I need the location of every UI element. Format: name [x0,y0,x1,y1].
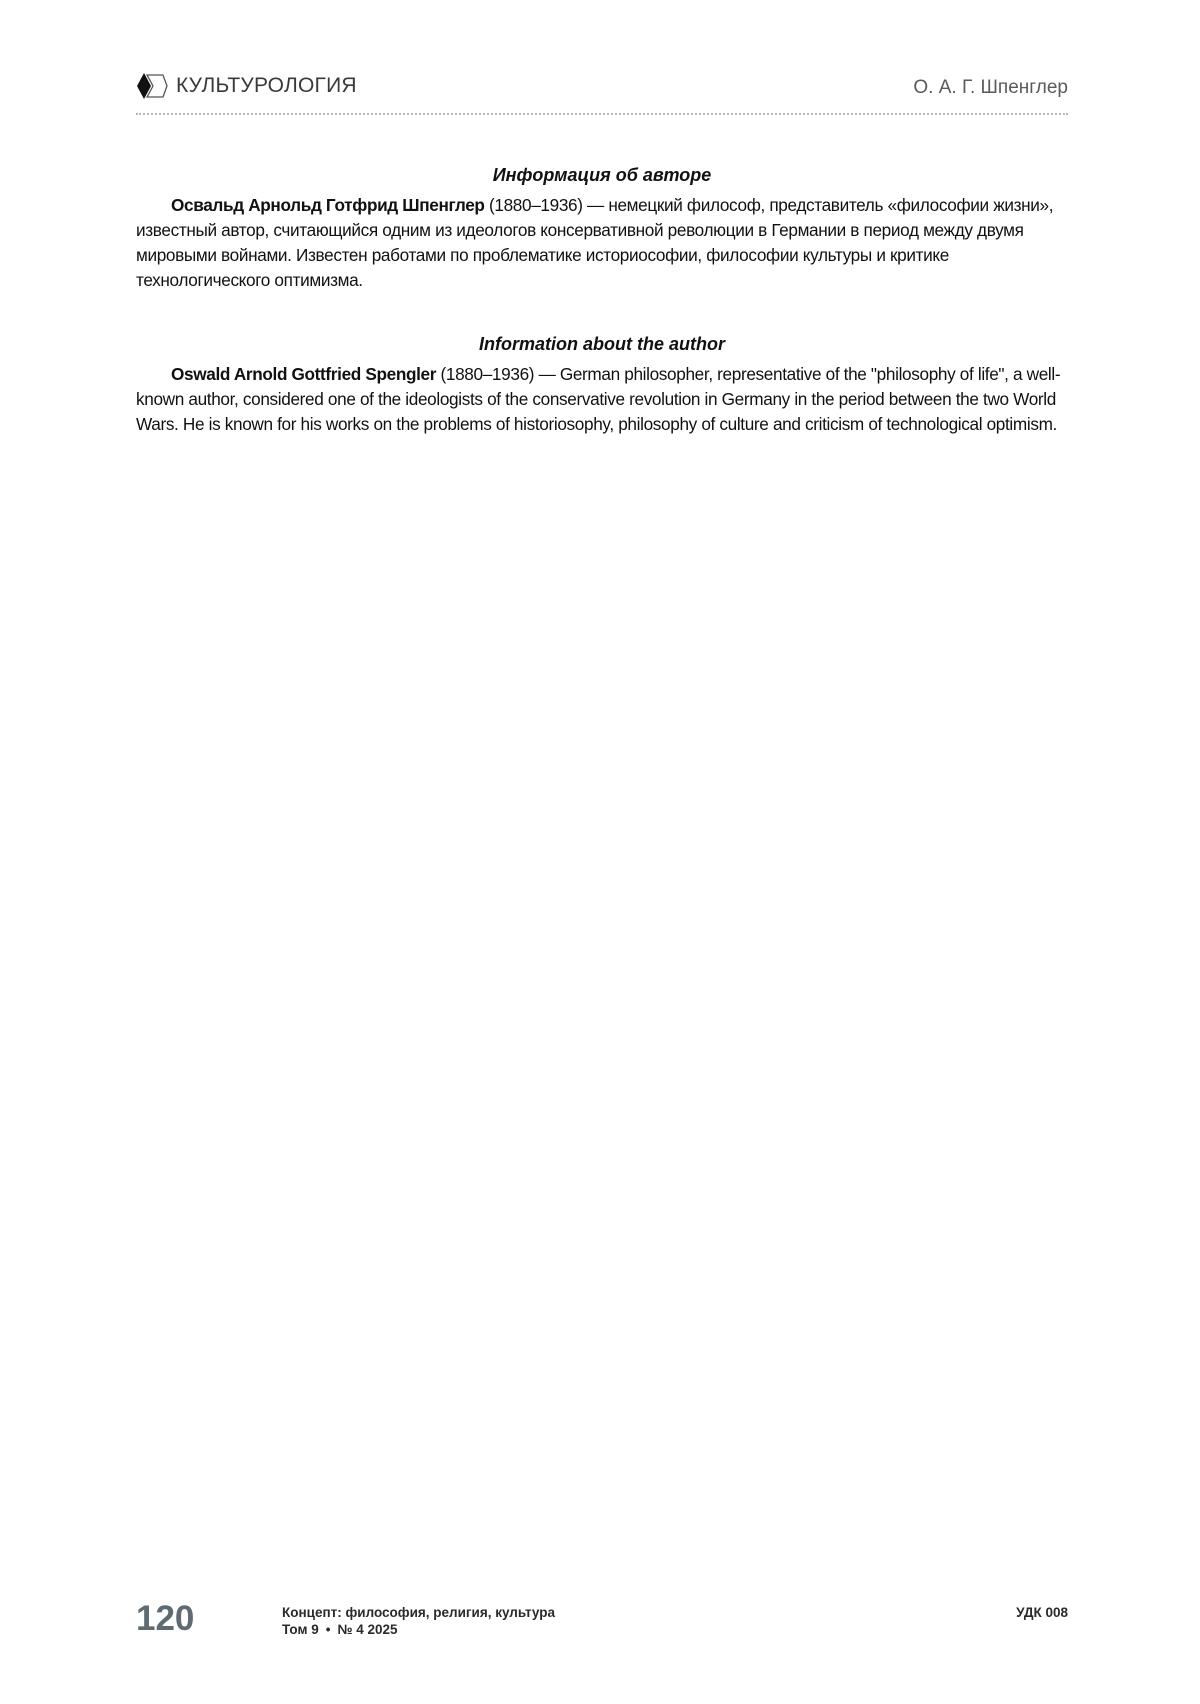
author-info-text-ru [136,193,1068,293]
udk-code: УДК 008 [1016,1605,1068,1620]
section-label [136,72,357,100]
page-header [136,72,1068,112]
author-bio-en: (1880–1936) — German philosopher, representative of the "philosophy of life", a well-known author, considered one of the ideologists of the conservative revolution in Germany in the period between the two World Wars. He is known for his works on the problems of historiosophy, philosophy of culture and criticism of technological optimism. [136,364,1061,434]
issue-separator: • [325,1622,331,1637]
header-divider [136,113,1068,115]
author-name-ru: Освальд Арнольд Готфрид Шпенглер [171,195,485,215]
author-info-en [136,331,1068,437]
author-info-text-en [136,362,1068,437]
page-number: 120 [136,1599,195,1638]
journal-number: № 4 2025 [337,1622,398,1637]
journal-issue [282,1621,555,1638]
diamond-cube-icon [136,72,168,100]
author-name-en: Oswald Arnold Gottfried Spengler [171,364,437,384]
article-content [136,162,1068,475]
author-info-heading-ru: Информация об авторе [492,165,712,185]
author-info-ru [136,162,1068,293]
section-title: КУЛЬТУРОЛОГИЯ [176,74,357,97]
journal-title: Концепт: философия, религия, культура [282,1605,556,1620]
journal-volume: Том 9 [282,1622,319,1637]
running-author: О. А. Г. Шпенглер [913,77,1068,98]
page-footer [136,1598,1068,1648]
journal-info [282,1604,555,1638]
author-info-heading-en: Information about the author [479,334,725,354]
author-bio-ru: (1880–1936) — немецкий философ, представитель «философии жизни», известный автор, считающийся одним из идеологов консервативной революции в Германии в период между двумя мировыми войнами. Известен работами по проблематике историософии, философии культуры и критике технологического оптимизма. [136,195,1054,290]
